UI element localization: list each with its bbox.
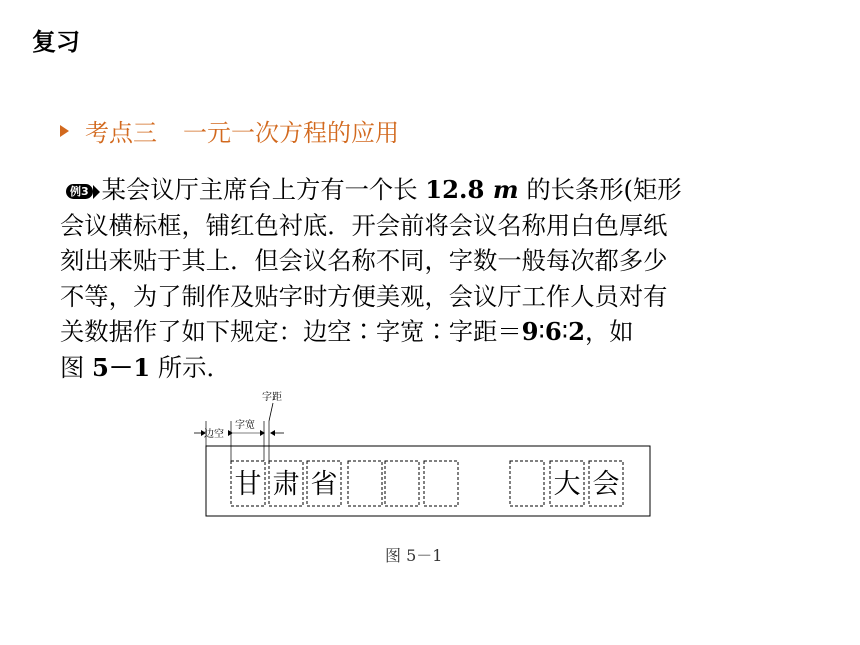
width-label: 字宽	[235, 420, 255, 431]
arrow-right-icon	[93, 185, 100, 199]
problem-text	[60, 172, 770, 385]
ratio-sign: ∶	[538, 317, 545, 346]
number: 5－1	[92, 352, 151, 382]
section-heading	[60, 113, 399, 148]
spacing-label: 字距	[262, 392, 282, 403]
spacing-pointer	[269, 403, 273, 421]
number: 2	[568, 317, 586, 346]
problem-line	[60, 279, 770, 315]
banner-diagram	[190, 386, 660, 526]
problem-line	[60, 314, 770, 350]
text-segment: ，如	[585, 317, 634, 346]
text-segment: 图	[60, 352, 93, 382]
character-cell	[385, 461, 419, 506]
text-segment: 不等，为了制作及贴字时方便美观，会议厅工作人员对有	[60, 281, 668, 311]
text-segment: 所示．	[150, 352, 231, 382]
character-cell-text: 肃	[272, 469, 300, 500]
margin-label: 边空	[204, 429, 224, 440]
number: 9	[521, 317, 539, 346]
unit: m	[484, 175, 519, 204]
arrow-left-icon	[270, 430, 275, 436]
number: 12.8	[425, 175, 485, 204]
text-segment: 刻出来贴于其上．但会议名称不同，字数一般每次都多少	[60, 246, 668, 275]
character-cell	[424, 461, 458, 506]
section-label: 考点三	[85, 119, 157, 147]
arrow-right-icon	[228, 430, 233, 436]
character-cell-text: 省	[310, 469, 338, 500]
text-segment: 某会议厅主席台上方有一个长	[101, 175, 426, 204]
number: 6	[544, 317, 562, 346]
example-badge-label: 例3	[66, 184, 93, 199]
page-title: 复习	[32, 28, 80, 56]
banner-figure	[190, 386, 660, 530]
figure-caption: 图 5－1	[385, 546, 443, 565]
example-badge	[66, 184, 100, 199]
triangle-bullet-icon	[60, 125, 69, 137]
problem-line	[60, 172, 770, 208]
character-cell-text: 甘	[234, 469, 262, 500]
problem-line	[60, 208, 770, 244]
ratio-sign: ∶	[561, 317, 569, 346]
character-cell	[348, 461, 382, 506]
character-cell-text: 会	[592, 469, 620, 500]
text-segment: 关数据作了如下规定：边空∶字宽∶字距＝	[60, 317, 522, 346]
problem-line	[60, 243, 770, 279]
text-segment: 会议横标框，铺红色衬底．开会前将会议名称用白色厚纸	[60, 210, 668, 240]
character-cell	[510, 461, 544, 506]
text-segment: 的长条形(矩形	[518, 175, 682, 204]
section-topic: 一元一次方程的应用	[183, 119, 399, 147]
problem-line	[60, 350, 770, 386]
character-cell-text: 大	[553, 469, 581, 500]
